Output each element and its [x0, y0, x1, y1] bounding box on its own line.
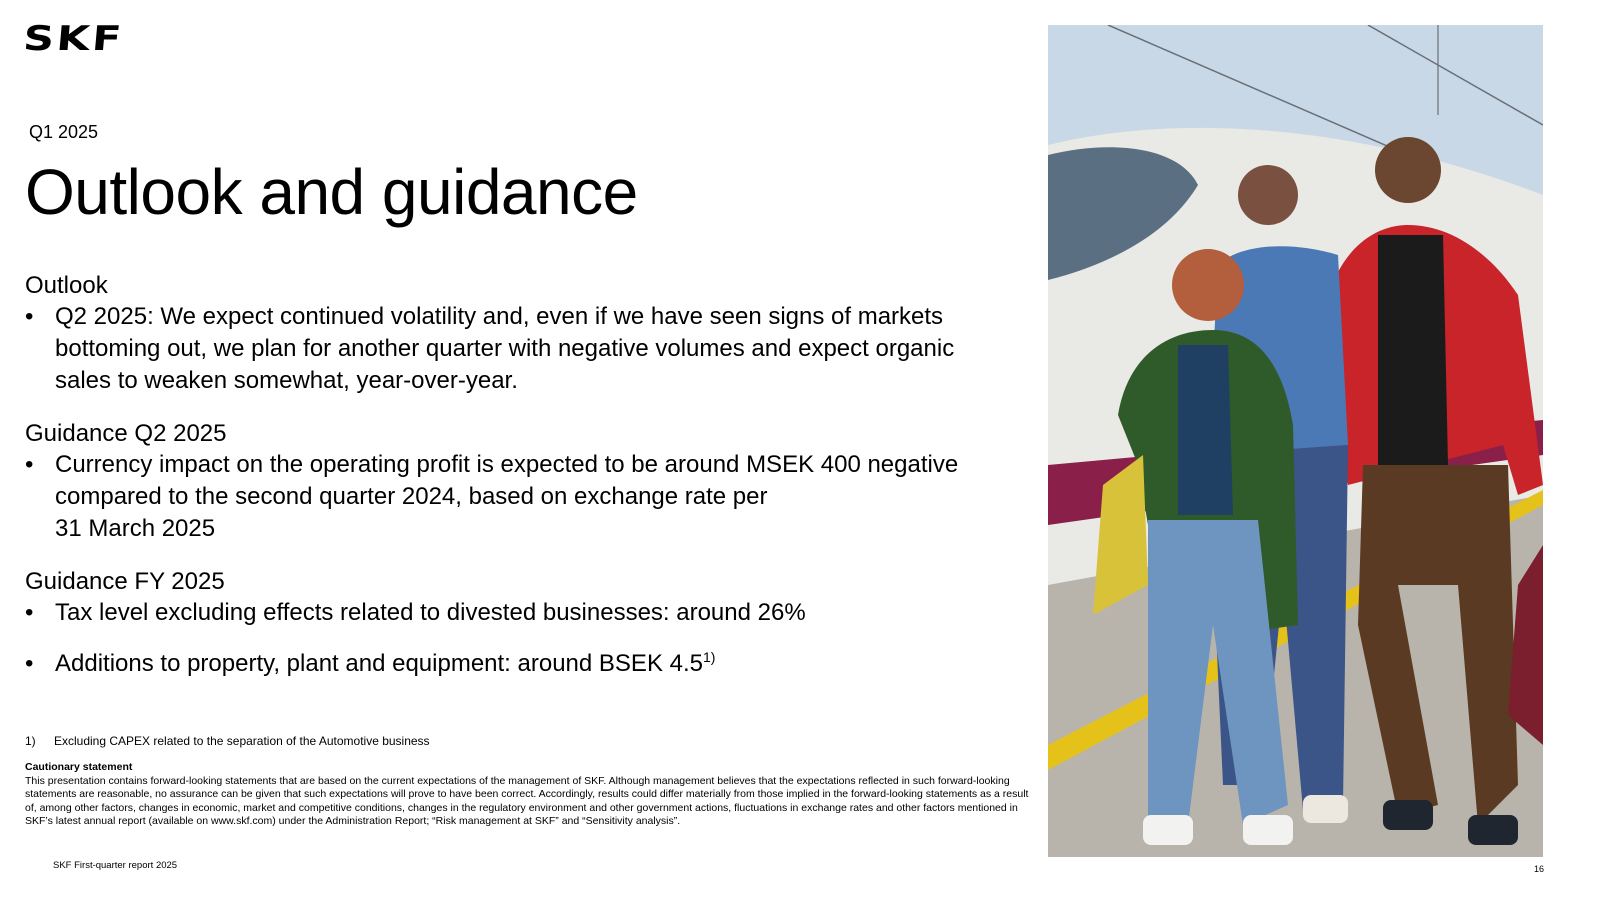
page-title: Outlook and guidance	[25, 156, 638, 228]
section-heading-outlook: Outlook	[25, 272, 108, 299]
black-shirt	[1378, 235, 1448, 465]
report-period: Q1 2025	[29, 122, 99, 142]
person-right-head	[1375, 137, 1441, 203]
section-heading-guidance-q2: Guidance Q2 2025	[25, 420, 227, 447]
sneaker	[1243, 815, 1293, 845]
high-top-sneaker	[1383, 800, 1433, 830]
person-left-head	[1172, 249, 1244, 321]
section-heading-guidance-fy: Guidance FY 2025	[25, 568, 225, 595]
capex-bullet	[25, 648, 1015, 680]
guidance-fy-section	[25, 567, 1025, 680]
skf-logo: SKF	[21, 19, 126, 59]
main-content	[25, 271, 1025, 702]
cautionary-title: Cautionary statement	[25, 761, 133, 773]
cautionary-text: This presentation contains forward-looking statements that are based on the current expectations of the management of SKF. Although management believes that the expectations reflected in such forward-looking statements are reasonable, no assurance can be given that such expectations will prove to have been correct. Accordingly, results could differ materially from those implied in the forward-looking statements as a result of, among other factors, changes in economic, market and competitive conditions, changes in the regulatory environment and other government actions, fluctuations in exchange rates and other factors mentioned in SKF’s latest annual report (available on www.skf.com) under the Administration Report; “Risk management at SKF” and “Sensitivity analysis”.	[25, 774, 1029, 827]
cautionary-statement	[25, 761, 1035, 829]
sneaker	[1303, 795, 1348, 823]
footnote-reference: 1)	[702, 649, 716, 665]
report-footer: SKF First-quarter report 2025	[53, 860, 178, 871]
guidance-q2-bullet-date: 31 March 2025	[55, 515, 216, 542]
page-number: 16	[1533, 864, 1544, 874]
outlook-bullets	[25, 301, 1025, 397]
outlook-bullet: • Q2 2025: We expect continued volatility and, even if we have seen signs of markets bottoming out, we plan for another quarter with negative volumes and expect organic sales to weaken somewhat, year-over-year.	[25, 301, 1005, 397]
people-at-train-station-photo	[1048, 25, 1543, 857]
guidance-q2-bullet-text: • Currency impact on the operating profit is expected to be around MSEK 400 negative compared to the second quarter 2024, based on exchange rate per	[55, 451, 959, 510]
striped-top	[1178, 345, 1233, 515]
guidance-q2-bullet	[25, 449, 975, 545]
guidance-q2-section	[25, 419, 1025, 545]
outlook-section	[25, 271, 1025, 397]
photo-illustration	[1048, 25, 1543, 857]
footnote-text: Excluding CAPEX related to the separation of the Automotive business	[54, 734, 430, 748]
high-top-sneaker	[1468, 815, 1518, 845]
person-middle-head	[1238, 165, 1298, 225]
guidance-q2-bullets	[25, 449, 1025, 545]
sneaker	[1143, 815, 1193, 845]
footnote-mark: 1)	[25, 734, 36, 748]
footnote	[25, 734, 430, 748]
tax-level-bullet: • Tax level excluding effects related to divested businesses: around 26%	[25, 597, 1015, 629]
guidance-fy-bullets	[25, 597, 1025, 680]
capex-bullet-text: Additions to property, plant and equipment: around BSEK 4.5	[55, 650, 703, 677]
